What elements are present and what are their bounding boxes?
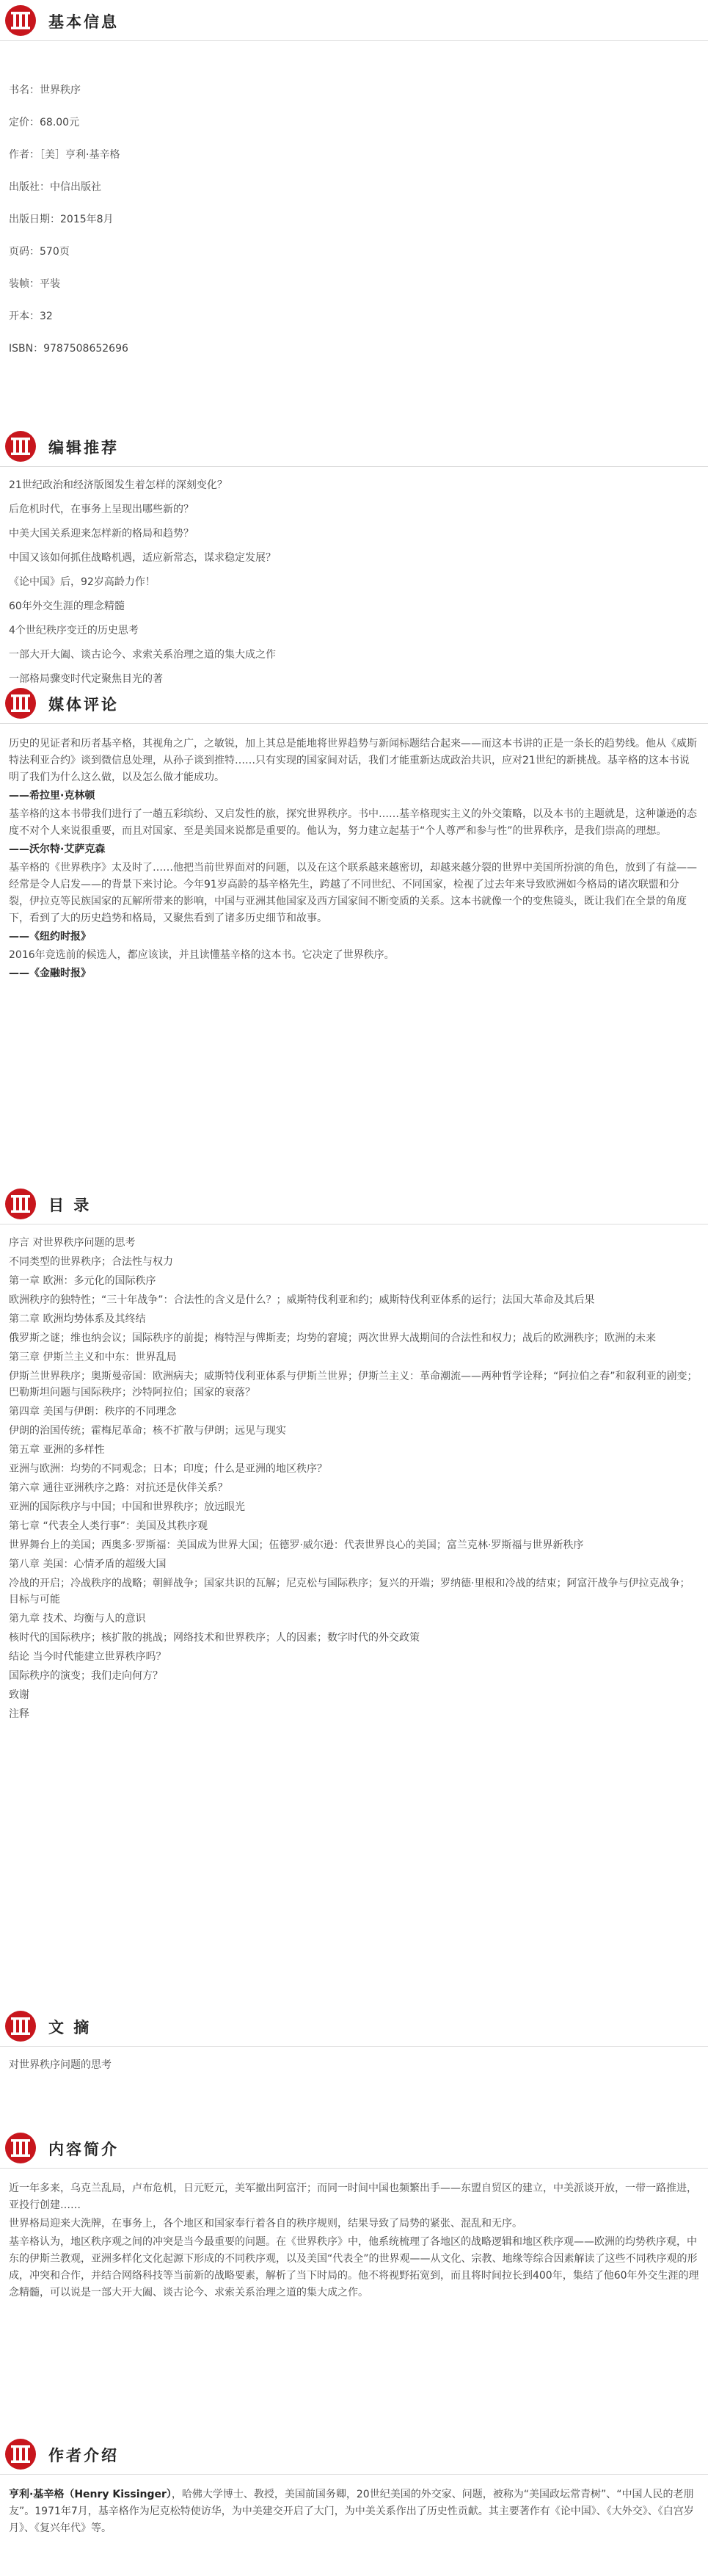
section-header bbox=[0, 1183, 708, 1235]
section-header bbox=[0, 0, 708, 51]
citic-logo-icon bbox=[4, 4, 37, 37]
section-title: 作者介绍 bbox=[48, 2447, 119, 2464]
author-bio-text: ，哈佛大学博士、教授，美国前国务卿，20世纪美国的外交家、问题，被称为“美国政坛常青树”、“中国人民的老朋友”。1971年7月，基辛格作为尼克松特使访华，为中美建交开启了大门，为中美关系作出了历史性贡献。其主要著作有《论中国》、《大外交》、《白宫岁月》、《复兴年代》等。 bbox=[9, 2489, 694, 2534]
review-source: ——希拉里·克林顿 bbox=[9, 790, 95, 802]
basic-info-section bbox=[0, 0, 708, 373]
list-item: 60年外交生涯的理念精髓 bbox=[9, 601, 125, 612]
digest-line: 对世界秩序问题的思考 bbox=[9, 2059, 112, 2071]
field-title: 书名：世界秩序 bbox=[9, 84, 81, 96]
list-item: 《论中国》后，92岁高龄力作！ bbox=[9, 576, 156, 588]
list-item: 一部格局骤变时代定聚焦目光的著 bbox=[9, 673, 163, 685]
toc-entry: 注释 bbox=[9, 1708, 29, 1720]
field-isbn: ISBN：9787508652696 bbox=[9, 343, 128, 355]
toc-entry: 核时代的国际秩序；核扩散的挑战；网络技术和世界秩序；人的因素；数字时代的外交政策 bbox=[9, 1632, 420, 1644]
citic-logo-icon bbox=[4, 687, 37, 719]
toc-entry: 致谢 bbox=[9, 1689, 29, 1701]
section-title: 基本信息 bbox=[48, 13, 119, 31]
field-author: 作者：［美］亨利·基辛格 bbox=[9, 149, 120, 161]
toc-entry: 冷战的开启；冷战秩序的战略；朝鲜战争；国家共识的瓦解；尼克松与国际秩序；复兴的开端；罗纳德·里根和冷战的结束；阿富汗战争与伊拉克战争；目标与可能 bbox=[9, 1578, 690, 1606]
toc-entry: 伊斯兰世界秩序；奥斯曼帝国：欧洲病夫；威斯特伐利亚体系与伊斯兰世界；伊斯兰主义：革命潮流——两种哲学诠释；“阿拉伯之春”和叙利亚的剧变；巴勒斯坦问题与国际秩序；沙特阿拉伯；国家的衰落？ bbox=[9, 1371, 698, 1398]
toc-entry: 欧洲秩序的独特性；“三十年战争”：合法性的含义是什么？；威斯特伐利亚和约；威斯特伐利亚体系的运行；法国大革命及其后果 bbox=[9, 1294, 595, 1306]
list-item: 21世纪政治和经济版图发生着怎样的深刻变化？ bbox=[9, 479, 227, 491]
divider bbox=[0, 2474, 708, 2475]
field-pages: 页码：570页 bbox=[9, 246, 70, 258]
table-of-contents-section bbox=[0, 1183, 708, 1725]
review-text: 基辛格的《世界秩序》太及时了……他把当前世界面对的问题，以及在这个联系越来越密切，却越来越分裂的世界中美国所扮演的角色，放到了有益——经常是令人启发——的背景下来讨论。今年91岁高龄的基辛格先生，跨越了不同世纪、不同国家，检视了过去年来导致欧洲如今格局的诸次联盟和分裂，伊拉克等民族国家的瓦解所带来的影响，中国与亚洲其他国家及西方国家间不断变质的关系。这本书就像一个的变焦镜头，既让我们在全景的角度下，看到了大的历史趋势和格局，又聚焦看到了诸多历史细节和故事。 bbox=[9, 862, 697, 924]
list-item: 中美大国关系迎来怎样新的格局和趋势？ bbox=[9, 528, 194, 540]
toc-entry: 结论 当今时代能建立世界秩序吗？ bbox=[9, 1651, 167, 1663]
review-source: ——《金融时报》 bbox=[9, 968, 91, 979]
field-binding: 装帧：平装 bbox=[9, 278, 60, 290]
field-publisher: 出版社：中信出版社 bbox=[9, 181, 101, 193]
citic-logo-icon bbox=[4, 430, 37, 462]
toc-entry: 伊朗的治国传统；霍梅尼革命；核不扩散与伊朗；远见与现实 bbox=[9, 1425, 286, 1437]
list-item: 4个世纪秩序变迁的历史思考 bbox=[9, 625, 139, 636]
review-text: 2016年竞选前的候选人，都应该读，并且读懂基辛格的这本书。它决定了世界秩序。 bbox=[9, 949, 395, 961]
author-name: 亨利·基辛格（Henry Kissinger） bbox=[9, 2489, 172, 2500]
toc-entry: 第八章 美国：心情矛盾的超级大国 bbox=[9, 1559, 167, 1570]
section-title: 目 录 bbox=[48, 1197, 92, 1214]
summary-section bbox=[0, 2127, 708, 2303]
section-header bbox=[0, 2006, 708, 2057]
toc-entry: 序言 对世界秩序问题的思考 bbox=[9, 1237, 136, 1249]
review-source: ——《纽约时报》 bbox=[9, 931, 91, 943]
divider bbox=[0, 2046, 708, 2047]
toc-entry: 第二章 欧洲均势体系及其终结 bbox=[9, 1313, 146, 1325]
section-header bbox=[0, 683, 708, 734]
toc-entry: 第三章 伊斯兰主义和中东：世界乱局 bbox=[9, 1352, 177, 1363]
divider bbox=[0, 466, 708, 467]
citic-logo-icon bbox=[4, 2010, 37, 2042]
list-item: 一部大开大阖、谈古论今、求索关系治理之道的集大成之作 bbox=[9, 649, 276, 661]
author-bio bbox=[9, 2486, 699, 2537]
toc-entry: 第六章 通往亚洲秩序之路：对抗还是伙伴关系？ bbox=[9, 1482, 228, 1494]
section-header bbox=[0, 2434, 708, 2485]
author-section bbox=[0, 2434, 708, 2539]
toc-entry: 第四章 美国与伊朗：秩序的不同理念 bbox=[9, 1406, 177, 1418]
summary-paragraph: 基辛格认为，地区秩序观之间的冲突是当今最重要的问题。在《世界秩序》中，他系统梳理了各地区的战略逻辑和地区秩序观——欧洲的均势秩序观，中东的伊斯兰教观，亚洲多样化文化起源下形成的不同秩序观，以及美国“代表全”的世界观——从文化、宗教、地缘等综合因素解读了这些不同秩序观的形成，冲突和合作，并结合网络科技等当前新的战略要素，解析了当下时局的。他不将视野拓宽到，而且将时间拉长到400年，集结了他60年外交生涯的理念精髓，可以说是一部大开大阖、谈古论今、求索关系治理之道的集大成之作。 bbox=[9, 2236, 699, 2299]
section-title: 媒体评论 bbox=[48, 696, 119, 714]
field-price: 定价：68.00元 bbox=[9, 117, 80, 128]
toc-entry: 俄罗斯之谜；维也纳会议；国际秩序的前提；梅特涅与俾斯麦；均势的窘境；两次世界大战期间的合法性和权力；战后的欧洲秩序；欧洲的未来 bbox=[9, 1332, 656, 1344]
list-item: 中国又该如何抓住战略机遇，适应新常态，谋求稳定发展？ bbox=[9, 552, 276, 564]
toc-entry: 亚洲的国际秩序与中国；中国和世界秩序；放远眼光 bbox=[9, 1501, 245, 1513]
digest-section bbox=[0, 2006, 708, 2081]
section-title: 文 摘 bbox=[48, 2019, 92, 2036]
citic-logo-icon bbox=[4, 1188, 37, 1220]
section-title: 内容简介 bbox=[48, 2141, 119, 2158]
section-header bbox=[0, 2127, 708, 2179]
divider bbox=[0, 723, 708, 724]
toc-entry: 第九章 技术、均衡与人的意识 bbox=[9, 1613, 146, 1625]
review-text: 基辛格的这本书带我们进行了一趟五彩缤纷、又启发性的旅，探究世界秩序。书中……基辛格现实主义的外交策略，以及本书的主题就是，这种谦逊的态度不对个人来说很重要，而且对国家、至是美国来说都是重要的。他认为，努力建立起基于“个人尊严和参与性”的世界秩序，是我们崇高的理想。 bbox=[9, 808, 697, 837]
list-item: 后危机时代，在事务上呈现出哪些新的？ bbox=[9, 504, 194, 515]
field-pub-date: 出版日期：2015年8月 bbox=[9, 214, 114, 225]
citic-logo-icon bbox=[4, 2132, 37, 2164]
review-source: ——沃尔特·艾萨克森 bbox=[9, 843, 106, 855]
summary-paragraph: 近一年多来，乌克兰乱局，卢布危机，日元贬元，美军撤出阿富汗；而同一时间中国也频繁出手——东盟自贸区的建立，中美派谈开放，一带一路推进，亚投行创建…… bbox=[9, 2183, 697, 2211]
divider bbox=[0, 40, 708, 41]
toc-entry: 第五章 亚洲的多样性 bbox=[9, 1444, 105, 1456]
section-title: 编辑推荐 bbox=[48, 439, 119, 457]
toc-entry: 亚洲与欧洲：均势的不同观念；日本；印度；什么是亚洲的地区秩序？ bbox=[9, 1463, 327, 1475]
toc-entry: 世界舞台上的美国；西奥多·罗斯福：美国成为世界大国；伍德罗·威尔逊：代表世界良心的美国；富兰克林·罗斯福与世界新秩序 bbox=[9, 1539, 584, 1551]
citic-logo-icon bbox=[4, 2438, 37, 2470]
toc-entry: 第一章 欧洲：多元化的国际秩序 bbox=[9, 1275, 156, 1287]
summary-paragraph: 世界格局迎来大洗牌，在事务上，各个地区和国家奉行着各自的秩序规则，结果导致了局势的紧张、混乱和无序。 bbox=[9, 2218, 522, 2229]
toc-entry: 国际秩序的演变；我们走向何方？ bbox=[9, 1670, 163, 1682]
review-text: 历史的见证者和历者基辛格，其视角之广，之敏锐，加上其总是能地将世界趋势与新闻标题结合起来——而这本书讲的正是一条长的趋势线。他从《威斯特法利亚合约》谈到微信息处理，从孙子谈到推特……只有实现的国家间对话，我们才能重新达成政治共识，应对21世纪的新挑战。基辛格的这本书说明了我们为什么这么做，以及怎么做才能成功。 bbox=[9, 738, 697, 783]
field-format: 开本：32 bbox=[9, 311, 53, 322]
toc-entry: 不同类型的世界秩序；合法性与权力 bbox=[9, 1256, 173, 1268]
editor-recommendation-section bbox=[0, 426, 708, 695]
divider bbox=[0, 2168, 708, 2169]
media-reviews-section bbox=[0, 683, 708, 984]
section-header bbox=[0, 426, 708, 477]
toc-entry: 第七章 “代表全人类行事”：美国及其秩序观 bbox=[9, 1520, 208, 1532]
